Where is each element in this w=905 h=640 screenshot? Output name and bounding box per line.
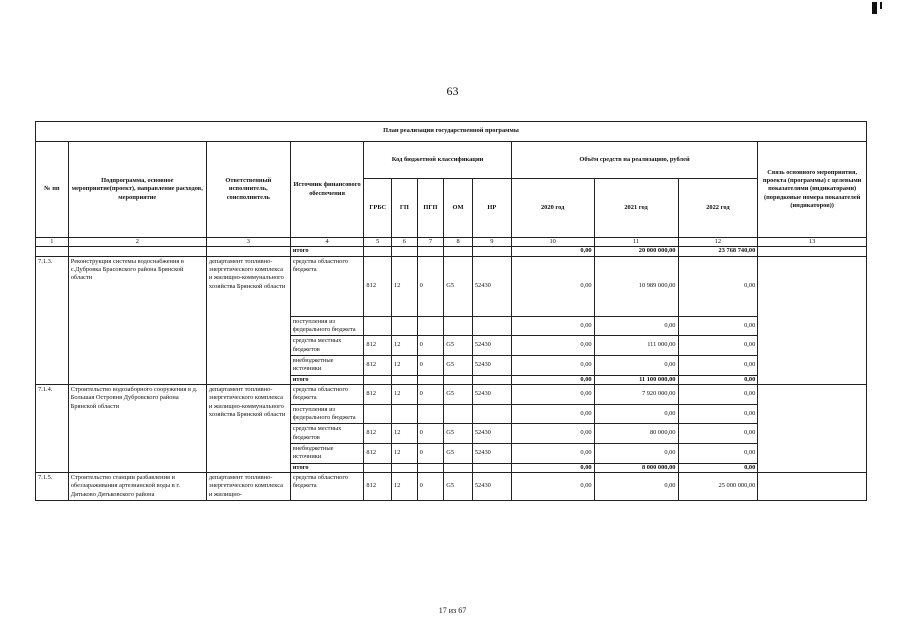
row-num: 7.1.3. bbox=[36, 256, 69, 384]
cell-2021: 0,00 bbox=[594, 404, 678, 424]
cell-2021: 0,00 bbox=[594, 443, 678, 463]
cell-om: G5 bbox=[444, 336, 473, 356]
cell-2020: 0,00 bbox=[511, 316, 594, 336]
cell-2021: 0,00 bbox=[594, 355, 678, 375]
row-source: внебюджетные источники bbox=[290, 355, 364, 375]
cell-2022: 0,00 bbox=[678, 316, 758, 336]
total-2022: 0,00 bbox=[678, 375, 758, 384]
cell-2021: 10 989 000,00 bbox=[594, 256, 678, 316]
header-num: № пп bbox=[36, 142, 69, 238]
cell-2020: 0,00 bbox=[511, 424, 594, 444]
cell-nr: 52430 bbox=[472, 443, 511, 463]
col-number: 13 bbox=[758, 238, 867, 247]
cell-nr: 52430 bbox=[472, 472, 511, 500]
total-2022: 23 768 740,00 bbox=[678, 247, 758, 256]
cell-2021: 0,00 bbox=[594, 316, 678, 336]
cell-link bbox=[758, 384, 867, 472]
cell-link bbox=[758, 472, 867, 500]
cell-om: G5 bbox=[444, 424, 473, 444]
total-2021: 8 000 000,00 bbox=[594, 463, 678, 472]
total-2020: 0,00 bbox=[511, 375, 594, 384]
cell-pgp: 0 bbox=[417, 472, 444, 500]
header-2021: 2021 год bbox=[594, 179, 678, 238]
cell-nr: 52430 bbox=[472, 336, 511, 356]
cell-om: G5 bbox=[444, 384, 473, 404]
cell-gp: 12 bbox=[392, 424, 418, 444]
col-number: 2 bbox=[68, 238, 206, 247]
col-number: 3 bbox=[206, 238, 290, 247]
cell-gp: 12 bbox=[392, 355, 418, 375]
col-number: 7 bbox=[417, 238, 444, 247]
cell-om: G5 bbox=[444, 443, 473, 463]
cell-pgp: 0 bbox=[417, 256, 444, 316]
cell-om: G5 bbox=[444, 256, 473, 316]
header-budget-code: Код бюджетной классификации bbox=[364, 142, 511, 179]
cell-om: G5 bbox=[444, 472, 473, 500]
cell-gp: 12 bbox=[392, 256, 418, 316]
cell-grbs: 812 bbox=[364, 472, 392, 500]
table-row bbox=[36, 472, 867, 500]
cell-grbs: 812 bbox=[364, 336, 392, 356]
row-name: Реконструкция системы водоснабжения в с.Дубровка Брасовского района Брянской области bbox=[68, 256, 206, 384]
column-numbers-row bbox=[36, 238, 867, 247]
col-number: 5 bbox=[364, 238, 392, 247]
cell-pgp: 0 bbox=[417, 384, 444, 404]
row-name: Строительство водозаборного сооружения в д. Большая Островня Дубровского района Брянской области bbox=[68, 384, 206, 472]
cell-grbs: 812 bbox=[364, 256, 392, 316]
header-name: Подпрограмма, основное мероприятие(проект), направление расходов, мероприятие bbox=[68, 142, 206, 238]
cell-2021: 111 000,00 bbox=[594, 336, 678, 356]
header-grbs: ГРБС bbox=[364, 179, 392, 238]
cell-2022: 25 000 000,00 bbox=[678, 472, 758, 500]
scan-mark-small bbox=[880, 2, 882, 9]
row-source: средства областного бюджета bbox=[290, 472, 364, 500]
col-number: 6 bbox=[392, 238, 418, 247]
cell-2022: 0,00 bbox=[678, 404, 758, 424]
header-source: Источник финансового обеспечения bbox=[290, 142, 364, 238]
cell-gp: 12 bbox=[392, 336, 418, 356]
row-executor: департамент топливно-энергетического комплекса и жилищно- bbox=[206, 472, 290, 500]
header-executor: Ответственный исполнитель, соисполнитель bbox=[206, 142, 290, 238]
cell-2020: 0,00 bbox=[511, 384, 594, 404]
row-source: средства областного бюджета bbox=[290, 256, 364, 316]
cell-2020: 0,00 bbox=[511, 256, 594, 316]
total-label: итого bbox=[290, 375, 364, 384]
col-number: 1 bbox=[36, 238, 69, 247]
table-title: План реализации государственной программы bbox=[36, 122, 867, 142]
cell-grbs: 812 bbox=[364, 355, 392, 375]
cell-2022: 0,00 bbox=[678, 384, 758, 404]
total-2021: 20 000 000,00 bbox=[594, 247, 678, 256]
total-2020: 0,00 bbox=[511, 463, 594, 472]
row-source: внебюджетные источники bbox=[290, 443, 364, 463]
total-2020: 0,00 bbox=[511, 247, 594, 256]
cell-pgp: 0 bbox=[417, 336, 444, 356]
total-2021: 11 100 000,00 bbox=[594, 375, 678, 384]
row-executor: департамент топливно-энергетического комплекса и жилищно-коммунального хозяйства Брянской области bbox=[206, 384, 290, 472]
cell-2022: 0,00 bbox=[678, 424, 758, 444]
cell-2020: 0,00 bbox=[511, 355, 594, 375]
cell-grbs: 812 bbox=[364, 384, 392, 404]
scan-mark bbox=[872, 2, 877, 14]
cell-gp: 12 bbox=[392, 384, 418, 404]
row-executor: департамент топливно-энергетического комплекса и жилищно-коммунального хозяйства Брянской области bbox=[206, 256, 290, 384]
program-plan-table bbox=[35, 121, 867, 501]
header-2020: 2020 год bbox=[511, 179, 594, 238]
row-num: 7.1.4. bbox=[36, 384, 69, 472]
cell-nr: 52430 bbox=[472, 384, 511, 404]
row-source: средства местных бюджетов bbox=[290, 336, 364, 356]
page-footer: 17 из 67 bbox=[438, 606, 467, 615]
cell-pgp: 0 bbox=[417, 355, 444, 375]
header-funds: Объём средств на реализацию, рублей bbox=[511, 142, 758, 179]
cell-gp: 12 bbox=[392, 443, 418, 463]
table-row bbox=[36, 384, 867, 404]
cell-grbs: 812 bbox=[364, 443, 392, 463]
cell-2022: 0,00 bbox=[678, 355, 758, 375]
cell-grbs: 812 bbox=[364, 424, 392, 444]
row-source: средства областного бюджета bbox=[290, 384, 364, 404]
col-number: 10 bbox=[511, 238, 594, 247]
cell-pgp: 0 bbox=[417, 424, 444, 444]
cell-gp: 12 bbox=[392, 472, 418, 500]
page-number: 63 bbox=[446, 84, 459, 98]
row-name: Строительство станции разбавления и обеззараживания артезианской воды в г. Дятьково Дятьковского района bbox=[68, 472, 206, 500]
row-source: средства местных бюджетов bbox=[290, 424, 364, 444]
col-number: 12 bbox=[678, 238, 758, 247]
cell-2022: 0,00 bbox=[678, 443, 758, 463]
cell-2021: 0,00 bbox=[594, 472, 678, 500]
cell-link bbox=[758, 256, 867, 384]
col-number: 8 bbox=[444, 238, 473, 247]
header-om: ОМ bbox=[444, 179, 473, 238]
total-label: итого bbox=[290, 247, 364, 256]
total-2022: 0,00 bbox=[678, 463, 758, 472]
row-num: 7.1.5. bbox=[36, 472, 69, 500]
cell-2020: 0,00 bbox=[511, 336, 594, 356]
col-number: 4 bbox=[290, 238, 364, 247]
header-gp: ГП bbox=[392, 179, 418, 238]
cell-2020: 0,00 bbox=[511, 472, 594, 500]
col-number: 9 bbox=[472, 238, 511, 247]
header-pgp: ПГП bbox=[417, 179, 444, 238]
cell-nr: 52430 bbox=[472, 256, 511, 316]
cell-pgp: 0 bbox=[417, 443, 444, 463]
cell-2021: 7 920 000,00 bbox=[594, 384, 678, 404]
row-source: поступления из федерального бюджета bbox=[290, 404, 364, 424]
col-number: 11 bbox=[594, 238, 678, 247]
total-row bbox=[36, 247, 867, 256]
total-label: итого bbox=[290, 463, 364, 472]
header-nr: НР bbox=[472, 179, 511, 238]
cell-2020: 0,00 bbox=[511, 443, 594, 463]
cell-2021: 80 000,00 bbox=[594, 424, 678, 444]
cell-nr: 52430 bbox=[472, 424, 511, 444]
cell-2022: 0,00 bbox=[678, 336, 758, 356]
cell-2022: 0,00 bbox=[678, 256, 758, 316]
cell-nr: 52430 bbox=[472, 355, 511, 375]
cell-2020: 0,00 bbox=[511, 404, 594, 424]
cell-om: G5 bbox=[444, 355, 473, 375]
row-source: поступления из федерального бюджета bbox=[290, 316, 364, 336]
header-2022: 2022 год bbox=[678, 179, 758, 238]
table-row bbox=[36, 256, 867, 316]
header-link: Связь основного мероприятия, проекта (программы) с целевыми показателями (индикаторами) (порядковые номера показателей (индикаторов)) bbox=[758, 142, 867, 238]
